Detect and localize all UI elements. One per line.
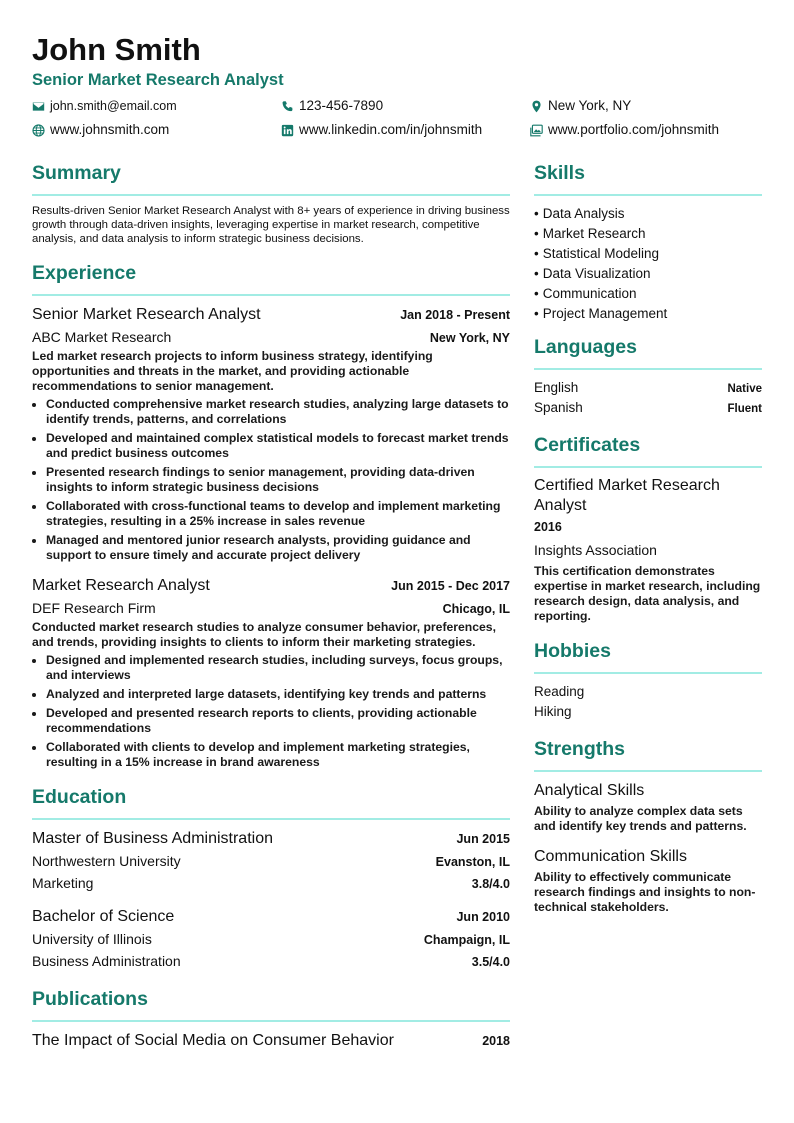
certificates-heading: Certificates: [534, 434, 641, 456]
section-divider: [534, 466, 762, 468]
education-section: [32, 782, 510, 972]
job-location: Chicago, IL: [442, 602, 510, 616]
left-column: [32, 158, 510, 1052]
strengths-section: [534, 734, 762, 915]
publication-year: 2018: [482, 1034, 510, 1048]
job-location: New York, NY: [429, 331, 510, 345]
languages-heading: Languages: [534, 336, 637, 358]
language-name: Spanish: [534, 400, 583, 415]
school-location: Evanston, IL: [435, 855, 510, 869]
degree: Master of Business Administration: [32, 830, 273, 847]
certificates-section: [534, 430, 762, 624]
job-company: ABC Market Research: [32, 329, 172, 345]
candidate-name: John Smith: [32, 32, 201, 67]
job-entry: [32, 575, 510, 770]
job-title: Senior Market Research Analyst: [32, 306, 261, 323]
contact-phone[interactable]: [281, 96, 383, 116]
section-divider: [534, 368, 762, 370]
certificate-name: Certified Market Research Analyst: [534, 477, 720, 514]
school: University of Illinois: [32, 931, 152, 947]
job-bullet: • Designed and implemented research studies, including surveys, focus groups, and interviews: [46, 653, 510, 683]
publication-title: The Impact of Social Media on Consumer Behavior: [32, 1032, 394, 1049]
right-column: [534, 158, 762, 927]
contact-website[interactable]: [32, 120, 169, 140]
candidate-title: Senior Market Research Analyst: [32, 71, 284, 89]
job-bullet: • Collaborated with clients to develop and implement marketing strategies, resulting in a 15% increase in brand awareness: [46, 740, 510, 770]
job-bullet: • Collaborated with cross-functional teams to develop and implement marketing strategies, resulting in a 25% increase in sales revenue: [46, 499, 510, 529]
contact-location: [530, 96, 631, 116]
website-text: www.johnsmith.com: [50, 122, 170, 137]
job-bullet: • Developed and presented research reports to clients, providing actionable recommendations: [46, 706, 510, 736]
job-entry: [32, 304, 510, 563]
contact-email[interactable]: [32, 96, 177, 116]
publication-entry: [32, 1030, 510, 1052]
skill-item: • Data Visualization: [534, 264, 762, 284]
globe-icon: [32, 124, 45, 137]
skill-item: • Communication: [534, 284, 762, 304]
skills-list: [534, 204, 762, 324]
graduation-date: Jun 2015: [456, 832, 510, 846]
section-divider: [534, 672, 762, 674]
strength-title: Communication Skills: [534, 848, 687, 865]
hobbies-heading: Hobbies: [534, 640, 611, 662]
summary-text: Results-driven Senior Market Research Analyst with 8+ years of experience in driving business growth through data-driven insights, leveraging expertise in market research, competitive analysis, and data analysis to inform strategic business decisions.: [32, 205, 510, 245]
skills-heading: Skills: [534, 162, 585, 184]
portfolio-text: www.portfolio.com/johnsmith: [548, 122, 720, 137]
job-description: Led market research projects to inform business strategy, identifying opportunities and threats in the market, and providing actionable recommendations to senior management.: [32, 349, 433, 393]
section-divider: [32, 818, 510, 820]
job-dates: Jun 2015 - Dec 2017: [391, 579, 510, 593]
job-bullet: • Analyzed and interpreted large datasets, identifying key trends and patterns: [46, 687, 510, 702]
job-title: Market Research Analyst: [32, 577, 210, 594]
certificate-issuer: Insights Association: [534, 542, 657, 558]
linkedin-text: www.linkedin.com/in/johnsmith: [299, 122, 483, 137]
location-text: New York, NY: [548, 98, 632, 113]
envelope-icon: [32, 100, 45, 113]
experience-section: [32, 258, 510, 770]
education-entry: [32, 906, 510, 972]
degree: Bachelor of Science: [32, 908, 175, 925]
graduation-date: Jun 2010: [456, 910, 510, 924]
job-bullets: [32, 653, 510, 770]
language-entry: [534, 378, 762, 398]
section-divider: [32, 194, 510, 196]
hobby-item: Hiking: [534, 704, 572, 719]
education-heading: Education: [32, 786, 127, 808]
skill-item: • Market Research: [534, 224, 762, 244]
phone-text: 123-456-7890: [299, 98, 384, 113]
map-pin-icon: [530, 100, 543, 113]
summary-heading: Summary: [32, 162, 121, 184]
certificate-year: 2016: [534, 520, 562, 534]
language-entry: [534, 398, 762, 418]
hobbies-section: [534, 636, 762, 722]
certificate-description: This certification demonstrates expertise in market research, including research design, data analysis, and reporting.: [534, 564, 761, 623]
gpa: 3.5/4.0: [471, 955, 510, 969]
portfolio-image-icon: [530, 124, 543, 137]
section-divider: [534, 194, 762, 196]
school-location: Champaign, IL: [423, 933, 510, 947]
job-bullet: • Managed and mentored junior research analysts, providing guidance and support to ensure timely and accurate project delivery: [46, 533, 510, 563]
contact-linkedin[interactable]: [281, 120, 482, 140]
summary-section: [32, 158, 510, 246]
education-entry: [32, 828, 510, 894]
contact-portfolio[interactable]: [530, 120, 719, 140]
languages-section: [534, 332, 762, 418]
job-bullets: [32, 397, 510, 563]
skill-item: • Statistical Modeling: [534, 244, 762, 264]
job-bullet: • Developed and maintained complex statistical models to forecast market trends and predict business outcomes: [46, 431, 510, 461]
publications-heading: Publications: [32, 988, 148, 1010]
strength-title: Analytical Skills: [534, 782, 645, 799]
school: Northwestern University: [32, 853, 181, 869]
publications-section: [32, 984, 510, 1052]
hobby-item: Reading: [534, 684, 585, 699]
job-dates: Jan 2018 - Present: [400, 308, 510, 322]
field-of-study: Business Administration: [32, 953, 181, 969]
email-text: john.smith@email.com: [50, 99, 177, 113]
language-name: English: [534, 380, 579, 395]
skill-item: • Project Management: [534, 304, 762, 324]
field-of-study: Marketing: [32, 875, 94, 891]
skill-item: • Data Analysis: [534, 204, 762, 224]
section-divider: [32, 1020, 510, 1022]
strengths-heading: Strengths: [534, 738, 626, 760]
section-divider: [32, 294, 510, 296]
language-level: Fluent: [727, 403, 762, 415]
phone-icon: [281, 100, 294, 113]
skills-section: [534, 158, 762, 324]
language-level: Native: [727, 383, 762, 395]
section-divider: [534, 770, 762, 772]
strength-description: Ability to effectively communicate research findings and insights to non-technical stakeholders.: [534, 870, 756, 914]
job-bullet: • Conducted comprehensive market research studies, analyzing large datasets to identify trends, patterns, and correlations: [46, 397, 510, 427]
gpa: 3.8/4.0: [471, 877, 510, 891]
strength-description: Ability to analyze complex data sets and identify key trends and patterns.: [534, 804, 747, 833]
job-description: Conducted market research studies to analyze consumer behavior, preferences, and trends, providing insights to clients to inform their marketing strategies.: [32, 620, 496, 649]
job-company: DEF Research Firm: [32, 600, 156, 616]
job-bullet: • Presented research findings to senior management, providing data-driven insights to inform strategic business decisions: [46, 465, 510, 495]
experience-heading: Experience: [32, 262, 137, 284]
linkedin-icon: [281, 124, 294, 137]
